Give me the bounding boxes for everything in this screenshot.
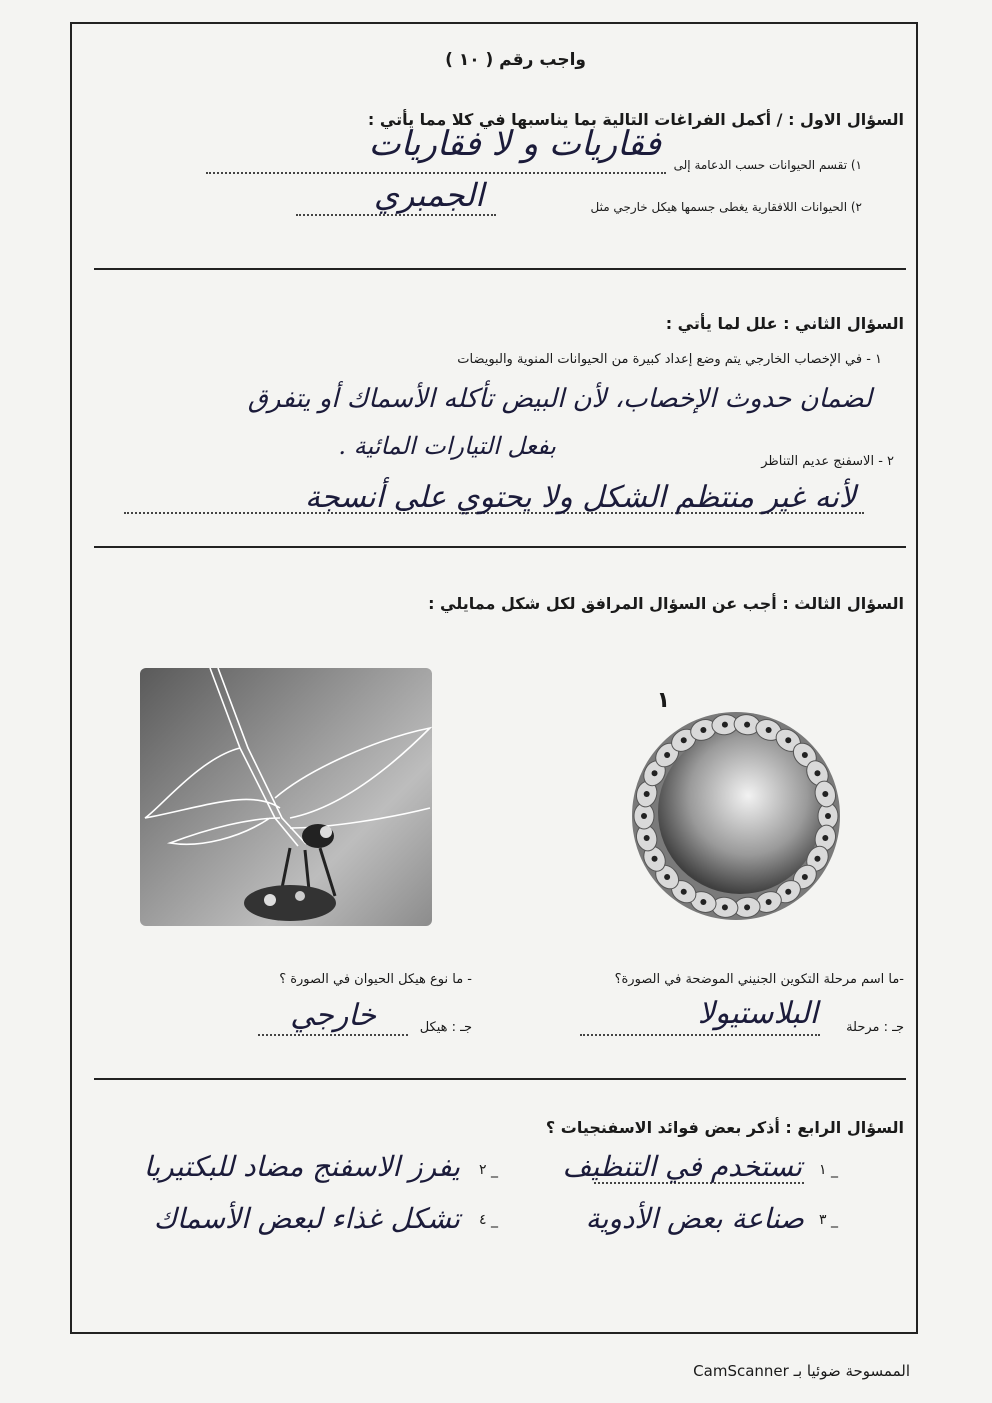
blastula-cell-nucleus — [822, 791, 828, 797]
blastula-cell-nucleus — [664, 874, 670, 880]
q2-heading: السؤال الثاني : علل لما يأتي : — [665, 314, 904, 333]
separator-1 — [94, 268, 906, 270]
q3-left-answer: خارجي — [290, 998, 376, 1033]
q3-heading: السؤال الثالث : أجب عن السؤال المرافق لكل شكل ممايلي : — [428, 594, 904, 613]
q2-item2-prompt: ٢ - الاسفنج عديم التناظر — [761, 454, 894, 469]
blastula-cell-nucleus — [766, 899, 772, 905]
blastula-cell-nucleus — [644, 791, 650, 797]
blastula-cell-nucleus — [825, 813, 831, 819]
q3-right-question: -ما اسم مرحلة التكوين الجنيني الموضحة في الصورة؟ — [614, 972, 904, 987]
blastula-cell-nucleus — [652, 770, 658, 776]
q1-item1-answer: فقاريات و لا فقاريات — [368, 124, 661, 164]
q4-answer-4: تشكل غذاء لبعض الأسماك — [153, 1202, 460, 1235]
q4-heading: السؤال الرابع : أذكر بعض فوائد الاسفنجيات ؟ — [545, 1118, 904, 1137]
q3-left-question: - ما نوع هيكل الحيوان في الصورة ؟ — [279, 972, 472, 987]
blastula-cell-nucleus — [814, 770, 820, 776]
blastula-cell-nucleus — [722, 722, 728, 728]
blastula-cell-nucleus — [664, 752, 670, 758]
blastula-cell-nucleus — [722, 904, 728, 910]
q4-num-3: ٣ _ — [819, 1212, 838, 1228]
q3-left-line — [258, 1034, 408, 1036]
blastula-cell-nucleus — [681, 737, 687, 743]
homework-title: واجب رقم ( ١٠ ) — [445, 50, 586, 70]
blastula-cell-nucleus — [785, 889, 791, 895]
scanner-footer: الممسوحة ضوئيا بـ CamScanner — [693, 1362, 910, 1380]
q4-answer-3: صناعة بعض الأدوية — [585, 1202, 804, 1235]
blastula-cell-nucleus — [802, 752, 808, 758]
q1-item2-answer: الجمبري — [373, 176, 484, 214]
blastula-diagram — [628, 708, 844, 924]
blastula-cell-nucleus — [766, 727, 772, 733]
q1-heading: السؤال الاول : / أكمل الفراغات التالية بما يناسبها في كلا مما يأتي : — [367, 110, 904, 129]
blastula-cell-nucleus — [785, 737, 791, 743]
separator-3 — [94, 1078, 906, 1080]
q1-item2-line — [296, 214, 496, 216]
q1-item2-prompt: ٢) الحيوانات اللافقارية يغطى جسمها هيكل خارجي مثل — [590, 200, 862, 214]
q3-right-answer-prefix: جـ : مرحلة — [846, 1020, 904, 1035]
q4-answer-2: يفرز الاسفنج مضاد للبكتيريا — [143, 1150, 460, 1183]
q3-left-answer-prefix: جـ : هيكل — [419, 1020, 472, 1035]
image-number-label: ١ — [656, 688, 670, 713]
q4-num-2: ٢ _ — [479, 1162, 498, 1178]
q4-answer-1: تستخدم في التنظيف — [562, 1150, 802, 1183]
blastula-cell-nucleus — [744, 904, 750, 910]
blastula-cell-nucleus — [700, 899, 706, 905]
q4-num-4: ٤ _ — [479, 1212, 498, 1228]
blastula-cell-nucleus — [822, 835, 828, 841]
q4-num-1: ١ _ — [819, 1162, 838, 1178]
blastula-cell-nucleus — [641, 813, 647, 819]
q2-item1-answer-line2: بفعل التيارات المائية . — [338, 432, 556, 460]
blastula-cell-nucleus — [652, 856, 658, 862]
blastula-cell-nucleus — [644, 835, 650, 841]
q2-item1-prompt: ١ - في الإخصاب الخارجي يتم وضع إعداد كبيرة من الحيوانات المنوية والبويضات — [457, 352, 882, 367]
q2-item2-answer: لأنه غير منتظم الشكل ولا يحتوي على أنسجة — [305, 480, 856, 515]
q3-right-line — [580, 1034, 820, 1036]
dragonfly-photo — [140, 668, 432, 926]
q2-item1-answer-line1: لضمان حدوث الإخصاب، لأن البيض تأكله الأسماك أو يتفرق — [247, 384, 872, 414]
q1-item1-prompt: ١) تقسم الحيوانات حسب الدعامة إلى — [673, 158, 862, 172]
blastula-cell-nucleus — [802, 874, 808, 880]
q1-item1-line — [206, 172, 666, 174]
blastula-cell-nucleus — [700, 727, 706, 733]
blastula-cell-nucleus — [744, 722, 750, 728]
separator-2 — [94, 546, 906, 548]
blastula-cell-nucleus — [681, 889, 687, 895]
blastula-cell-nucleus — [814, 856, 820, 862]
q3-right-answer: البلاستيولا — [697, 996, 818, 1031]
